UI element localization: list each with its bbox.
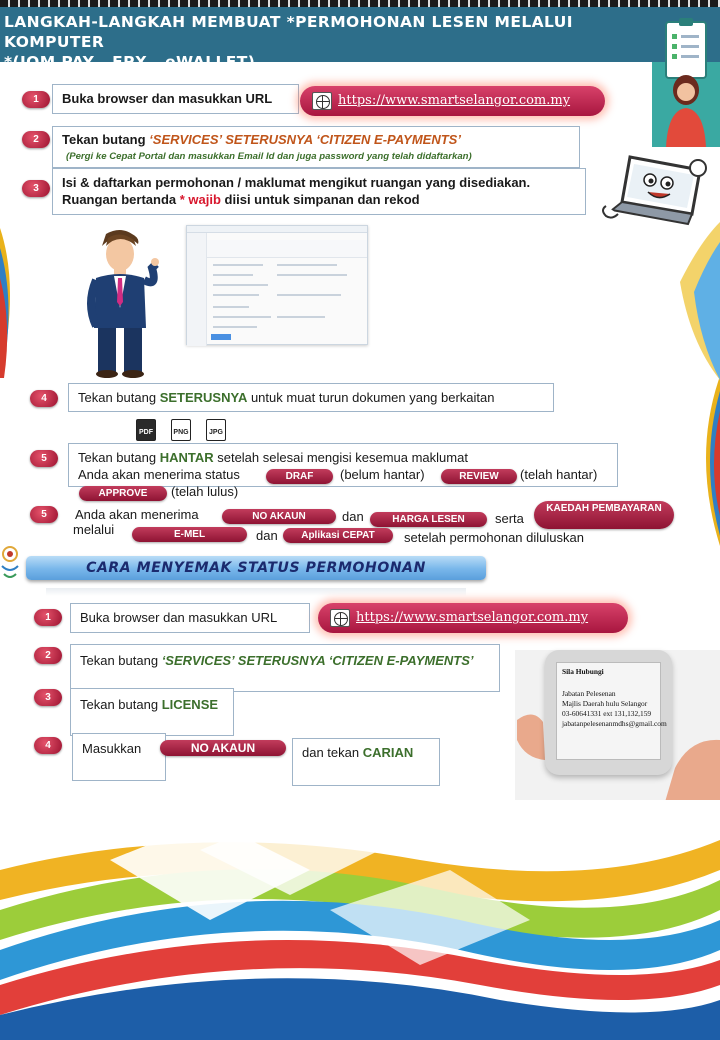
- laptop-mascot-illustration: [592, 152, 718, 232]
- globe-icon: [330, 609, 350, 627]
- header-stripe: [0, 0, 720, 7]
- check-no-akaun-pill: NO AKAUN: [160, 740, 286, 756]
- required-marker: * wajib: [179, 192, 221, 207]
- check-step-2-badge: 2: [34, 647, 62, 664]
- no-akaun-pill: NO AKAUN: [222, 509, 336, 524]
- bottom-ribbon-decoration: [0, 800, 720, 1040]
- status-approve-pill: APPROVE: [79, 486, 167, 501]
- businessman-illustration: [80, 228, 160, 378]
- review-note: (telah hantar): [520, 467, 598, 482]
- contact-heading: Sila Hubungi: [562, 667, 604, 676]
- step-5a-box: Tekan butang HANTAR setelah selesai mengisi kesemua maklumat Anda akan menerima status: [68, 443, 618, 487]
- check-step-3-badge: 3: [34, 689, 62, 706]
- services-citizen-epayments-label: ‘SERVICES’ SETERUSNYA ‘CITIZEN E-PAYMENTS’: [149, 132, 461, 147]
- status-review-pill: REVIEW: [441, 469, 517, 484]
- check-step-4-action-box: dan tekan CARIAN: [292, 738, 440, 786]
- harga-lesen-pill: HARGA LESEN: [370, 512, 487, 527]
- pdf-file-icon: PDF: [136, 419, 156, 441]
- approve-note: (telah lulus): [171, 484, 239, 499]
- license-label: LICENSE: [161, 697, 219, 712]
- check-step-1-text: Buka browser dan masukkan URL: [70, 603, 310, 633]
- step-1-badge: 1: [22, 91, 50, 108]
- status-draf-pill: DRAF: [266, 469, 333, 484]
- step-4-box: Tekan butang SETERUSNYA untuk muat turun dokumen yang berkaitan: [68, 383, 554, 412]
- contact-department: Jabatan Pelesenan: [562, 689, 616, 698]
- seterusnya-label: SETERUSNYA: [159, 390, 248, 405]
- section-heading-check-status: CARA MENYEMAK STATUS PERMOHONAN: [26, 556, 486, 580]
- application-form-screenshot: [186, 225, 368, 345]
- step-5a-badge: 5: [30, 450, 58, 467]
- step-4-badge: 4: [30, 390, 58, 407]
- heading-reflection: [46, 588, 466, 596]
- clipboard-woman-illustration: [652, 12, 720, 147]
- contact-info-card: [556, 662, 667, 760]
- step-2-box: Tekan butang ‘SERVICES’ SETERUSNYA ‘CITIZEN E-PAYMENTS’ (Pergi ke Cepat Portal dan masukkan Email Id dan juga password yang telah didaftarkan): [52, 126, 580, 168]
- jpg-file-icon: JPG: [206, 419, 226, 441]
- council-logo: [0, 544, 22, 584]
- right-ribbon-upper-decoration: [660, 222, 720, 380]
- draf-note: (belum hantar): [340, 467, 425, 482]
- smartselangor-url-link[interactable]: https://www.smartselangor.com.my: [300, 86, 605, 116]
- contact-email: jabatanpelesenanmdhs@gmail.com: [562, 719, 667, 728]
- check-step-4-box: Masukkan: [72, 733, 166, 781]
- kaedah-pembayaran-pill: KAEDAH PEMBAYARAN: [534, 501, 674, 529]
- step-3-badge: 3: [22, 180, 50, 197]
- step-5b-badge: 5: [30, 506, 58, 523]
- check-smartselangor-url-link[interactable]: https://www.smartselangor.com.my: [318, 603, 628, 633]
- left-ribbon-decoration: [0, 228, 26, 378]
- png-file-icon: PNG: [171, 419, 191, 441]
- check-step-3-box: Tekan butang LICENSE: [70, 688, 234, 736]
- hantar-label: HANTAR: [159, 450, 214, 465]
- step-2-badge: 2: [22, 131, 50, 148]
- check-services-label: ‘SERVICES’ SETERUSNYA ‘CITIZEN E-PAYMENTS’: [161, 653, 474, 668]
- page-title: LANGKAH-LANGKAH MEMBUAT *PERMOHONAN LESEN MELALUI KOMPUTER *(JOM PAY , FPX , eWALLET): [4, 13, 573, 71]
- carian-label: CARIAN: [362, 745, 414, 760]
- aplikasi-cepat-pill: Aplikasi CEPAT: [283, 528, 393, 543]
- check-step-1-badge: 1: [34, 609, 62, 626]
- contact-council: Majlis Daerah hulu Selangor: [562, 699, 648, 708]
- right-ribbon-decoration: [684, 376, 720, 546]
- step-1-text: Buka browser dan masukkan URL: [52, 84, 299, 114]
- check-step-4-badge: 4: [34, 737, 62, 754]
- e-mel-pill: E-MEL: [132, 527, 247, 542]
- contact-phone: 03-60641331 ext 131,132,159: [562, 709, 652, 718]
- globe-icon: [312, 92, 332, 110]
- step-2-note: (Pergi ke Cepat Portal dan masukkan Email Id dan juga password yang telah didaftarkan): [66, 151, 472, 162]
- step-3-box: Isi & daftarkan permohonan / maklumat mengikut ruangan yang disediakan. Ruangan bertanda * wajib diisi untuk simpanan dan rekod: [52, 168, 586, 215]
- check-step-2-box: Tekan butang ‘SERVICES’ SETERUSNYA ‘CITIZEN E-PAYMENTS’: [70, 644, 500, 692]
